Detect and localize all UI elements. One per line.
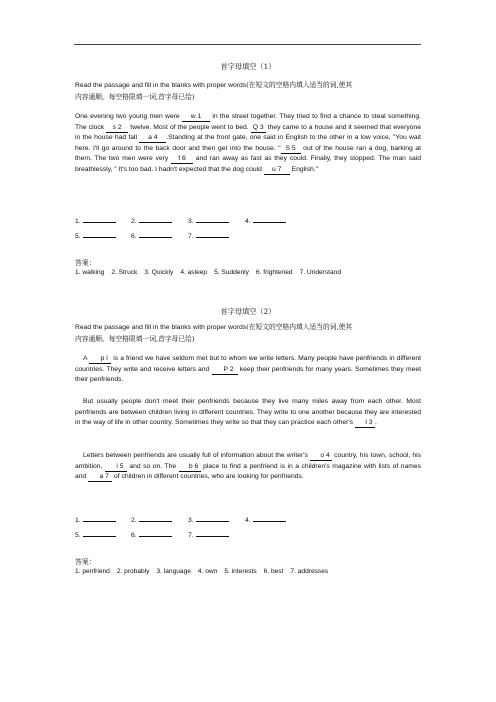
answer-item: 3. language	[156, 568, 191, 575]
passage-text: of children in different countries, who are looking for penfriends.	[112, 473, 304, 481]
passage-text: and so on. The	[126, 462, 179, 470]
section2-paragraph-3	[75, 451, 421, 483]
blank-4: a 4	[139, 134, 166, 143]
answer-blank[interactable]: 1.	[75, 215, 131, 225]
answer-item: 4. asleep	[180, 269, 208, 276]
answer-item: 6. frightened	[255, 269, 293, 276]
instr-cn-1: (在短文的空格内填入适当的词,使其	[246, 81, 353, 89]
answer-blank[interactable]: 3.	[188, 514, 245, 524]
passage-text: One evening two young men were	[75, 113, 183, 120]
instr-cn-2: 内容通顺。每空格限填一词,首字母已给)	[75, 334, 195, 343]
answer-item: 1. penfriend	[75, 568, 110, 575]
answer-blank[interactable]: 6.	[131, 230, 188, 240]
answer-blank[interactable]: 6.	[131, 529, 188, 539]
blank-7: a 7	[88, 473, 112, 482]
passage-text: is a friend we have seldom met but to whom we write letters. Many people have penfriends in different countries. They write and receive letters and	[75, 355, 421, 373]
answer-blank[interactable]: 7.	[188, 230, 245, 240]
answer-blanks-row-1	[75, 514, 302, 524]
answer-blank[interactable]: 2.	[131, 215, 188, 225]
section1-answers	[75, 269, 348, 276]
section2-instructions	[75, 322, 421, 345]
answer-blanks-row-1	[75, 215, 302, 225]
blank-3: Q 3	[251, 124, 266, 133]
header-rule	[74, 44, 421, 45]
section2-title: 首字母填空（2）	[220, 307, 276, 316]
instr-en: Read the passage and fill in the blanks with proper words	[75, 82, 247, 89]
blank-2: P 2	[212, 366, 238, 375]
blank-5: S 5	[281, 145, 301, 154]
passage-text: .Standing at the front gate, one said in English to the other in a low voice, "You wait here. I'll go around to the back door and then get into the house. "	[75, 134, 422, 152]
section1-passage	[75, 112, 421, 176]
blank-4: o 4	[310, 452, 332, 461]
passage-text: A	[83, 355, 90, 362]
section1-instructions	[75, 80, 421, 103]
answer-item: 3. Quickly	[144, 269, 174, 276]
answer-item: 6. best	[263, 568, 284, 575]
blank-6: f 6	[171, 155, 193, 164]
passage-text: twelve. Most of the people went to bed.	[128, 123, 251, 131]
answer-blank[interactable]: 2.	[131, 514, 188, 524]
answer-item: 1. walking	[75, 269, 105, 276]
answer-blank[interactable]: 4.	[245, 215, 302, 225]
blank-6: b 6	[179, 463, 201, 472]
answer-item: 2. Struck	[111, 269, 138, 276]
answer-item: 5. interests	[224, 568, 257, 575]
answer-blank[interactable]: 5.	[75, 529, 131, 539]
section2-paragraph-1	[75, 354, 421, 386]
answer-blank[interactable]: 4.	[245, 514, 302, 524]
blank-7: u 7	[264, 166, 290, 175]
instr-cn-2: 内容通顺。每空格限填一词,首字母已给)	[75, 92, 195, 101]
section2-answers	[75, 568, 335, 575]
section2-paragraph-2	[75, 397, 421, 429]
answer-blank[interactable]: 3.	[188, 215, 245, 225]
blank-3: l 3	[355, 419, 375, 428]
answer-blanks-row-2	[75, 529, 245, 539]
answer-blank[interactable]: 1.	[75, 514, 131, 524]
passage-text: they came to a house and it seemed that everyone in the house had fall	[75, 123, 421, 142]
passage-text: country, his town, school, his ambition,	[75, 452, 421, 470]
section1-title: 首字母填空（1）	[220, 62, 276, 71]
answer-item: 7. addresses	[290, 568, 329, 575]
instr-en: Read the passage and fill in the blanks with proper words	[75, 324, 247, 331]
answer-blank[interactable]: 5.	[75, 230, 131, 240]
blank-5: i 5	[105, 463, 127, 472]
answer-label: 答案：	[75, 259, 96, 267]
passage-text: place to find a penfriend is in a children's magazine with lists of names and	[75, 462, 421, 481]
passage-text: out of the house ran a dog, barking at them. The two men were very	[75, 144, 421, 163]
blank-1: w 1	[182, 113, 210, 122]
answer-item: 4. own	[197, 568, 218, 575]
answer-blank[interactable]: 7.	[188, 529, 245, 539]
passage-text: Letters between penfriends are usually full of information about the writer's	[83, 452, 311, 459]
answer-item: 2. probably	[116, 568, 150, 575]
passage-text: English."	[289, 165, 319, 173]
passage-text: in the street together. They tried to find a chance to steal something. The clock	[75, 113, 422, 131]
instr-cn-1: (在短文的空格内填入适当的词,使其	[246, 323, 353, 331]
answer-blanks-row-2	[75, 230, 245, 240]
answer-item: 5. Suddenly	[214, 269, 249, 276]
passage-text: and ran away as fast as they could. Finally, they stopped. The man said breathlessly, " It's too bad. I hadn't expected that the dog could	[75, 155, 421, 173]
answer-item: 7. Understand	[299, 269, 341, 276]
passage-text: .	[374, 419, 377, 427]
blank-1: p l	[89, 355, 111, 364]
passage-text: But usually people don't meet their penfriends because they live many miles away from each other. Most penfriends are between children living in different countries. They write to one another because they are interested in the way of life in other country. Sometimes they write so that they can practice each other's	[75, 398, 421, 427]
blank-2: s 2	[106, 124, 128, 133]
passage-text: keep their penfriends for many years. Sometimes they meet their penfriends.	[75, 365, 421, 384]
answer-label: 答案：	[75, 558, 96, 566]
